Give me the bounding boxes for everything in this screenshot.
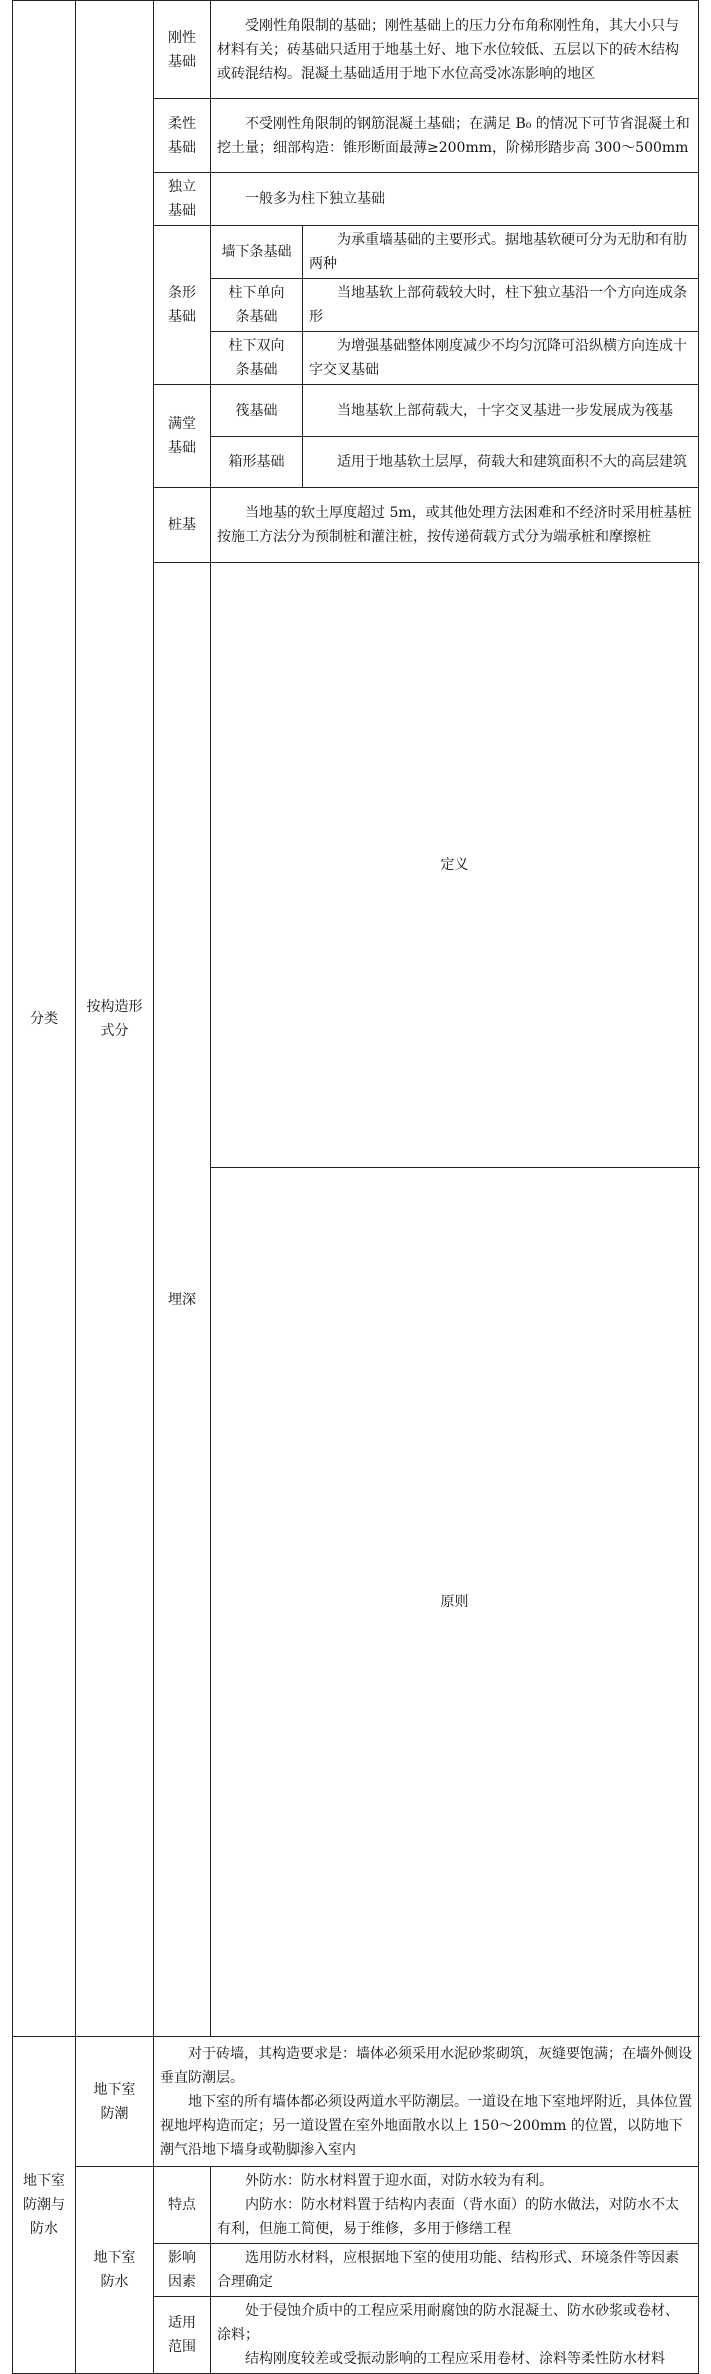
strip-label: 条形基础 xyxy=(154,226,211,385)
flexible-text: 不受刚性角限制的钢筋混凝土基础；在满足 B₀ 的情况下可节省混凝土和挖土量；细部构造：锥形断面最薄≥200mm，阶梯形踏步高 300～500mm xyxy=(211,99,699,173)
strip-row-text: 为增强基础整体刚度减少不均匀沉降可沿纵横方向连成十字交叉基础 xyxy=(303,332,699,385)
waterproof-label: 地下室防水 xyxy=(76,2167,154,2374)
flexible-label: 柔性基础 xyxy=(154,99,211,173)
moisture-text: 对于砖墙，其构造要求是：墙体必须采用水泥砂浆砌筑，灰缝要饱满；在墙外侧设垂直防潮层。 地下室的所有墙体都必须设两道水平防潮层。一道设在地下室地坪附近，具体位置视地坪构造而定；另一道设置在室外地面散水以上 150～200mm 的位置，以防地下潮气沿地下墙身或勒脚渗入室内 xyxy=(154,2037,699,2167)
raft-row-label: 筏基础 xyxy=(211,385,303,437)
waterproof-factors-label: 影响因素 xyxy=(154,2244,211,2297)
strip-row-text: 当地基软上部荷载较大时，柱下独立基沿一个方向连成条形 xyxy=(303,279,699,332)
strip-row-label: 柱下单向条基础 xyxy=(211,279,303,332)
raft-label: 满堂基础 xyxy=(154,385,211,488)
rigid-label: 刚性基础 xyxy=(154,1,211,99)
pile-text: 当地基的软土厚度超过 5m，或其他处理方法困难和不经济时采用桩基桩按施工方法分为预制桩和灌注桩，按传递荷载方式分为端承桩和摩擦桩 xyxy=(211,488,699,563)
strip-row-label: 柱下双向条基础 xyxy=(211,332,303,385)
by-structure-label: 按构造形式分 xyxy=(76,1,154,2037)
rigid-text: 受刚性角限制的基础；刚性基础上的压力分布角称刚性角，其大小只与材料有关；砖基础只适用于地基土好、地下水位较低、五层以下的砖木结构或砖混结构。混凝土基础适用于地下水位高受冰冻影响的地区 xyxy=(211,1,699,99)
burial-principle-label: 原则 xyxy=(211,1168,699,2037)
isolated-label: 独立基础 xyxy=(154,173,211,226)
section-burial: 埋深 xyxy=(154,563,211,2037)
raft-row-text: 当地基软上部荷载大，十字交叉基进一步发展成为筏基 xyxy=(303,385,699,437)
strip-row-label: 墙下条基础 xyxy=(211,226,303,279)
isolated-text: 一般多为柱下独立基础 xyxy=(211,173,699,226)
waterproof-scope-text: 处于侵蚀介质中的工程应采用耐腐蚀的防水混凝土、防水砂浆或卷材、涂料； 结构刚度较差或受振动影响的工程应采用卷材、涂料等柔性防水材料 xyxy=(211,2297,699,2374)
foundation-table xyxy=(12,0,699,2374)
waterproof-scope-label: 适用范围 xyxy=(154,2297,211,2374)
section-classification: 分类 xyxy=(13,1,76,2037)
burial-definition-label: 定义 xyxy=(211,563,699,1168)
moisture-label: 地下室防潮 xyxy=(76,2037,154,2167)
section-basement: 地下室防潮与防水 xyxy=(13,2037,76,2374)
waterproof-features-label: 特点 xyxy=(154,2167,211,2244)
strip-row-text: 为承重墙基础的主要形式。据地基软硬可分为无肋和有肋两种 xyxy=(303,226,699,279)
waterproof-features-text: 外防水：防水材料置于迎水面，对防水较为有利。 内防水：防水材料置于结构内表面（背水面）的防水做法，对防水不太有利，但施工简便，易于维修，多用于修缮工程 xyxy=(211,2167,699,2244)
pile-label: 桩基 xyxy=(154,488,211,563)
waterproof-factors-text: 选用防水材料，应根据地下室的使用功能、结构形式、环境条件等因素合理确定 xyxy=(211,2244,699,2297)
raft-row-text: 适用于地基软土层厚，荷载大和建筑面积不大的高层建筑 xyxy=(303,437,699,488)
raft-row-label: 箱形基础 xyxy=(211,437,303,488)
